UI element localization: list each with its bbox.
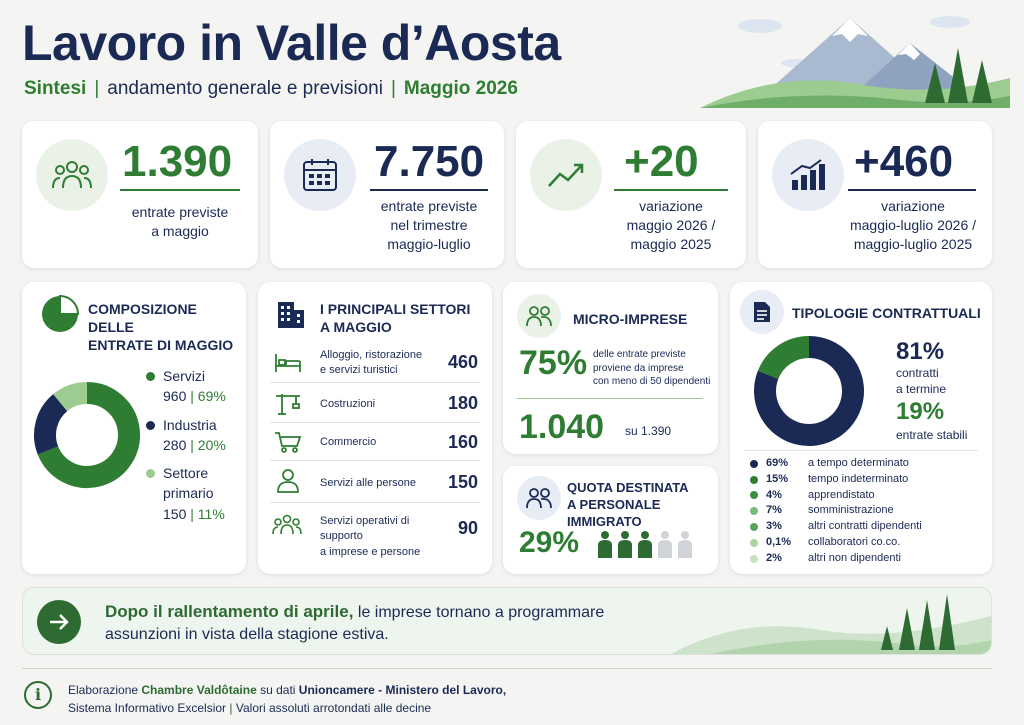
immigrati-title: QUOTA DESTINATA xyxy=(567,480,689,495)
kpi-card-entrate-trimestre xyxy=(270,121,504,268)
legend-percent: 69% xyxy=(197,388,226,405)
kpi-card-variazione-trimestre xyxy=(758,121,992,268)
contracts-small-percent: 19% xyxy=(896,398,945,425)
footer-source: Unioncamere - Ministero del Lavoro, xyxy=(298,683,507,697)
contract-label: apprendistato xyxy=(808,488,875,501)
contract-percent: 3% xyxy=(766,520,782,533)
legend-value: 150 xyxy=(163,505,187,522)
kpi-value: +20 xyxy=(624,137,699,186)
legend-value: 280 xyxy=(163,436,187,453)
kpi-label: nel trimestre xyxy=(390,216,468,233)
contract-list-item xyxy=(750,503,980,519)
person-icon xyxy=(597,530,613,558)
micro-desc: con meno di 50 dipendenti xyxy=(593,376,711,387)
summary-banner xyxy=(22,587,992,655)
kpi-value: 1.390 xyxy=(122,137,233,186)
footer: i Elaborazione Chambre Valdôtaine su dati Unioncamere - Ministero del Lavoro, Sistema Informativo Excelsior | Valori assoluti arrotondati alle decine xyxy=(22,668,992,669)
kpi-label: variazione xyxy=(639,198,703,214)
contract-percent: 4% xyxy=(766,488,782,501)
footer-text: Sistema Informativo Excelsior xyxy=(68,701,227,715)
legend-swatch xyxy=(750,476,758,484)
person-icon xyxy=(677,530,693,558)
sector-value: 460 xyxy=(447,352,478,372)
contract-list-item xyxy=(750,488,980,504)
person-icon xyxy=(657,530,673,558)
sector-label: Commercio xyxy=(320,436,377,448)
contract-label: collaboratori co.co. xyxy=(808,535,901,548)
footer-text: Elaborazione xyxy=(68,683,142,697)
legend-percent: 20% xyxy=(197,436,226,453)
kpi-label: maggio 2025 xyxy=(630,235,712,252)
micro-of: su 1.390 xyxy=(625,424,672,438)
donut-segment xyxy=(45,403,60,451)
micro-count: 1.040 xyxy=(519,408,605,446)
subtitle-description: andamento generale e previsioni xyxy=(107,78,383,99)
micro-title: MICRO-IMPRESE xyxy=(573,311,688,327)
banner-hills-illustration xyxy=(671,587,991,654)
building-icon xyxy=(274,296,308,330)
legend-swatch xyxy=(750,555,758,563)
subtitle-date: Maggio 2026 xyxy=(403,78,518,99)
kpi-label: maggio-luglio xyxy=(387,235,471,252)
subtitle-label: Sintesi xyxy=(24,78,87,99)
sectors-title: A MAGGIO xyxy=(320,319,392,336)
composition-card: COMPOSIZIONE DELLE ENTRATE DI MAGGIO Servizi 960 | 69% Industria 280 | 20% Settore primario 150 | 11% xyxy=(22,282,246,574)
immigrati-card xyxy=(503,466,718,574)
sector-label: Alloggio, ristorazione xyxy=(320,349,423,361)
banner-text: le imprese tornano a programmare xyxy=(353,604,605,621)
contract-percent: 0,1% xyxy=(766,535,792,548)
trend-up-icon xyxy=(530,139,602,211)
person-icon xyxy=(617,530,633,558)
page-subtitle: Sintesi | andamento generale e previsioni | Maggio 2026 xyxy=(24,78,518,99)
legend-swatch xyxy=(750,523,758,531)
kpi-label: entrate previste xyxy=(131,204,229,220)
contracts-donut-chart xyxy=(752,334,866,448)
immigrati-title: A PERSONALE IMMIGRATO xyxy=(567,496,661,529)
kpi-label: entrate previste xyxy=(380,198,478,214)
sector-value: 150 xyxy=(447,472,478,492)
person-icon xyxy=(276,468,300,494)
legend-swatch xyxy=(146,372,155,381)
kpi-value: +460 xyxy=(854,137,954,186)
legend-label: Settore xyxy=(163,465,209,482)
contract-label: altri contratti dipendenti xyxy=(808,520,922,533)
kpi-value: 7.750 xyxy=(374,137,485,186)
legend-label: Industria xyxy=(163,416,217,433)
bed-icon xyxy=(274,352,302,374)
micro-desc: delle entrate previste xyxy=(593,349,686,360)
banner-text: assunzioni in vista della stagione estiva. xyxy=(105,626,389,644)
kpi-card-entrate-maggio xyxy=(22,121,258,268)
kpi-label: a maggio xyxy=(151,222,209,239)
kpi-label: variazione xyxy=(881,198,945,214)
contract-label: somministrazione xyxy=(808,504,894,517)
contract-percent: 15% xyxy=(766,472,789,485)
crane-icon xyxy=(274,392,302,416)
contract-label: tempo indeterminato xyxy=(808,472,909,485)
footer-text: Valori assoluti arrotondati alle decine xyxy=(235,701,432,715)
contract-list-item xyxy=(750,456,980,472)
contracts-card xyxy=(730,282,992,574)
contracts-big-label: contratti xyxy=(896,366,939,380)
contract-list-item xyxy=(750,519,980,535)
mountain-landscape-illustration xyxy=(700,8,1010,108)
person-icon xyxy=(637,530,653,558)
contract-percent: 7% xyxy=(766,504,782,517)
sector-label: e servizi turistici xyxy=(320,364,398,377)
sector-label: a imprese e persone xyxy=(320,545,421,558)
legend-label: Servizi xyxy=(163,368,206,384)
sector-label: Costruzioni xyxy=(320,398,376,410)
document-icon xyxy=(740,290,784,334)
contracts-title: TIPOLOGIE CONTRATTUALI xyxy=(792,305,981,321)
micro-imprese-card xyxy=(503,282,718,454)
legend-swatch xyxy=(750,491,758,499)
sector-value: 160 xyxy=(447,432,478,452)
legend-swatch xyxy=(146,421,155,430)
footer-org: Chambre Valdôtaine xyxy=(141,683,257,697)
contracts-big-percent: 81% xyxy=(896,338,945,365)
sector-value: 180 xyxy=(447,393,478,413)
composition-title: ENTRATE DI MAGGIO xyxy=(88,337,234,354)
legend-label: primario xyxy=(163,485,214,502)
contracts-small-label: entrate stabili xyxy=(896,428,968,442)
legend-percent: 11% xyxy=(197,505,225,522)
contracts-big-label: a termine xyxy=(896,381,947,396)
cart-icon xyxy=(274,430,302,454)
sector-label: Servizi alle persone xyxy=(320,477,416,489)
sector-label: Servizi operativi di supporto xyxy=(320,515,410,543)
contract-list-item xyxy=(750,535,980,551)
arrow-right-icon xyxy=(37,600,81,644)
contract-label: a tempo determinato xyxy=(808,457,909,469)
composition-donut-chart xyxy=(32,380,142,490)
contract-percent: 69% xyxy=(766,457,789,469)
contract-percent: 2% xyxy=(766,551,782,564)
sectors-title: I PRINCIPALI SETTORI xyxy=(320,301,471,317)
legend-swatch xyxy=(146,469,155,478)
donut-segment xyxy=(60,393,87,403)
legend-value: 960 xyxy=(163,388,187,405)
immigrati-people-icons xyxy=(597,530,693,558)
calendar-icon xyxy=(284,139,356,211)
micro-desc: proviene da imprese xyxy=(593,362,684,374)
contract-list-item xyxy=(750,472,980,488)
page-title: Lavoro in Valle d’Aosta xyxy=(22,15,561,71)
sector-value: 90 xyxy=(457,518,478,538)
footer-text: su dati xyxy=(256,683,299,697)
people-icon xyxy=(517,294,561,338)
people-icon xyxy=(36,139,108,211)
legend-swatch xyxy=(750,539,758,547)
kpi-label: maggio-luglio 2025 xyxy=(853,235,973,252)
legend-swatch xyxy=(750,507,758,515)
legend-swatch xyxy=(750,460,758,468)
contracts-list xyxy=(750,456,980,567)
donut-segment xyxy=(768,347,809,375)
sectors-card xyxy=(258,282,492,574)
bar-chart-icon xyxy=(772,139,844,211)
contract-label: altri non dipendenti xyxy=(808,551,901,564)
banner-bold: Dopo il rallentamento di aprile, xyxy=(105,602,354,621)
kpi-label: maggio-luglio 2026 / xyxy=(849,216,977,233)
kpi-label: maggio 2026 / xyxy=(626,216,716,233)
immigrati-percent: 29% xyxy=(519,526,580,559)
composition-title: COMPOSIZIONE DELLE xyxy=(88,301,197,336)
info-icon: i xyxy=(24,681,52,709)
contract-list-item xyxy=(750,551,980,567)
pie-chart-icon xyxy=(40,294,80,334)
kpi-card-variazione-maggio xyxy=(516,121,746,268)
team-icon xyxy=(272,514,302,536)
people-icon xyxy=(517,476,561,520)
micro-percent: 75% xyxy=(519,344,588,382)
